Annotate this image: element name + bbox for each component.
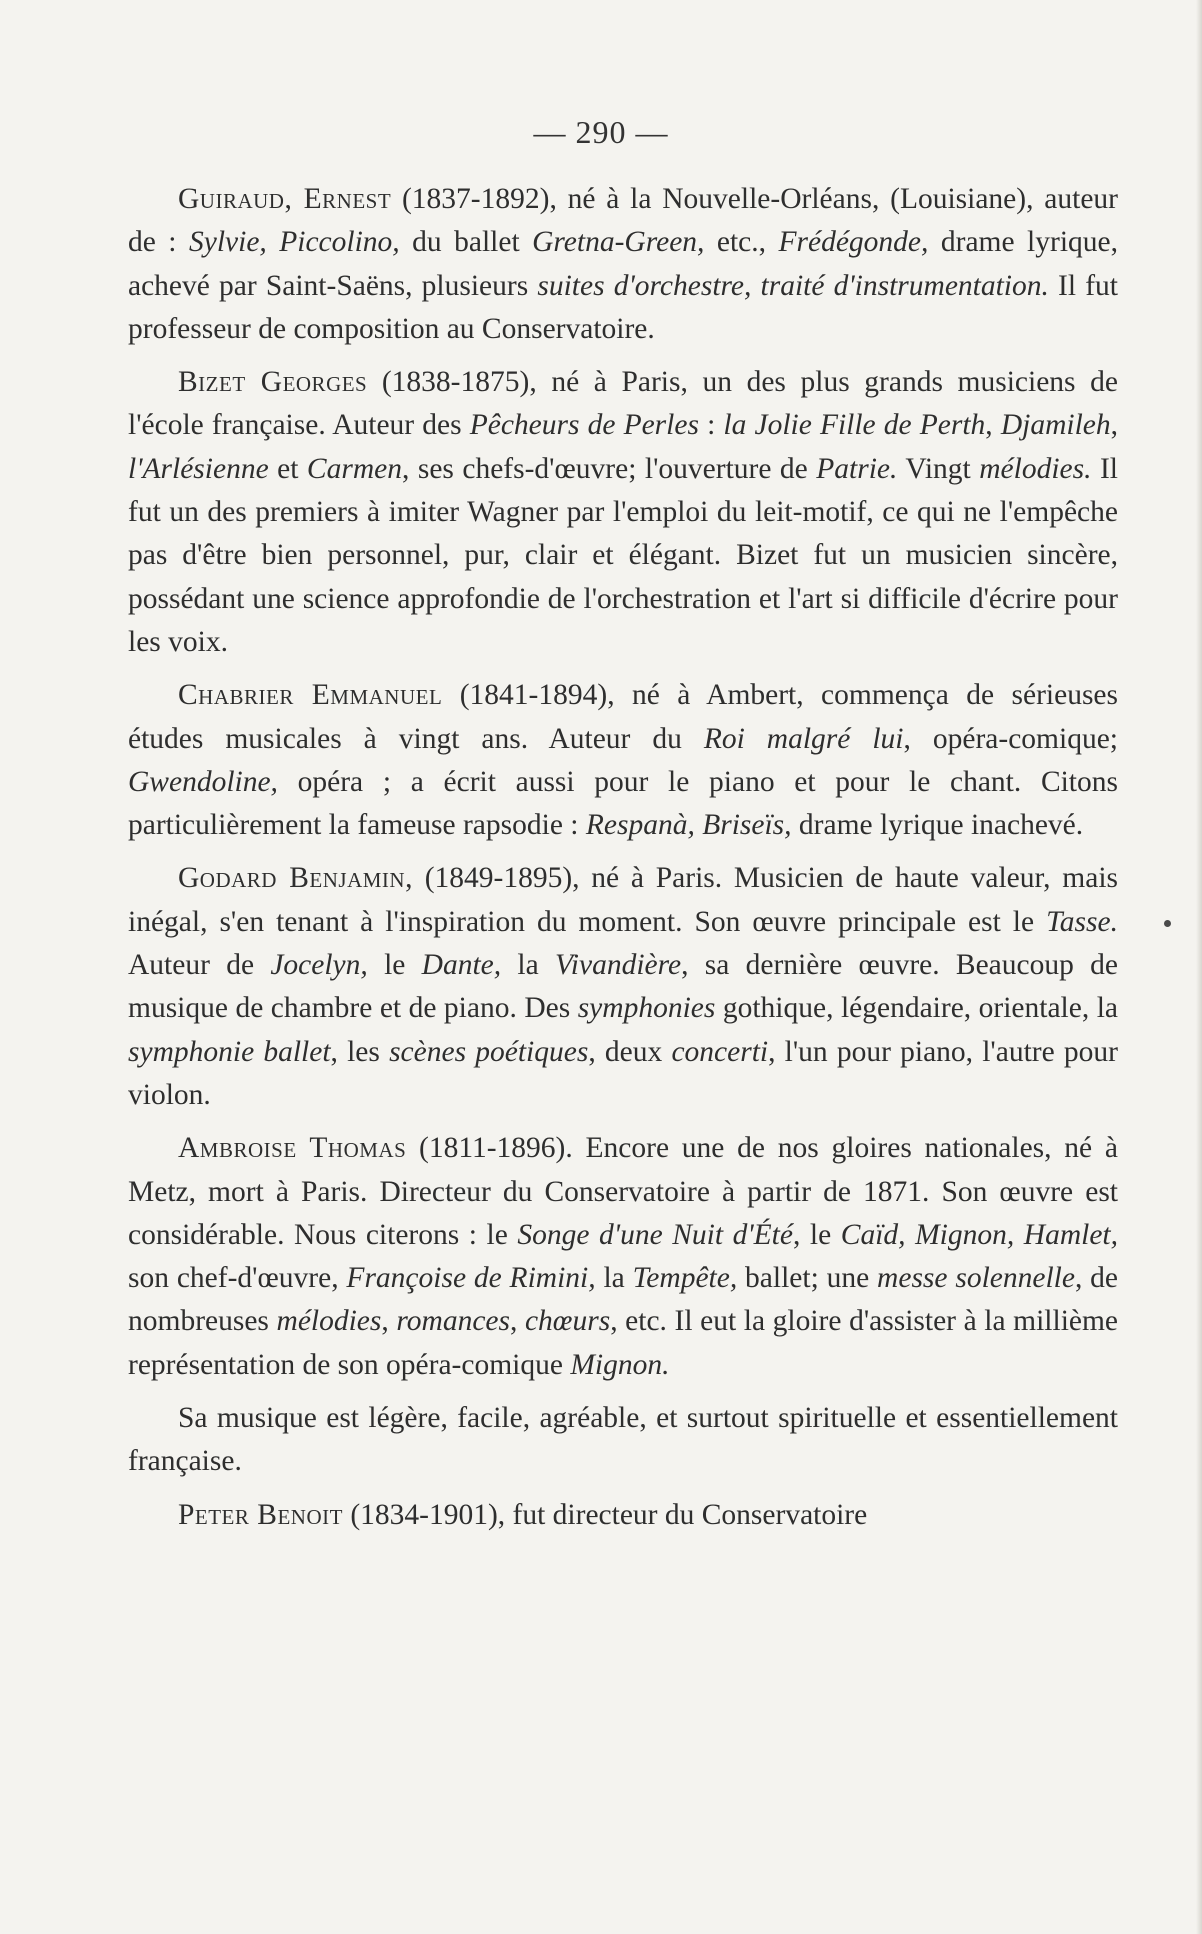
entry-text: , l'un pour piano, l'autre pour violon.	[128, 1035, 1118, 1111]
margin-dot	[1164, 920, 1171, 927]
work-title: mélodies	[276, 1305, 382, 1338]
entry-text: (1834-1901), fut directeur du Conservatoire	[342, 1498, 868, 1531]
work-title: mélodies.	[979, 452, 1092, 485]
work-title: Caïd, Mignon, Hamlet,	[840, 1218, 1118, 1251]
entry-text: drame lyrique, achevé par Saint-Saëns, plusieurs	[128, 226, 1118, 302]
work-title: Sylvie, Piccolino,	[188, 226, 400, 259]
entry-name: Peter Benoit	[178, 1498, 343, 1531]
entry-paragraph	[128, 674, 1118, 847]
entry-text: Auteur de	[128, 949, 271, 982]
entry-name: Guiraud, Ernest	[178, 183, 392, 215]
work-title: romances	[396, 1305, 510, 1338]
work-title: Patrie.	[816, 452, 898, 485]
entry-text: (1837-1892), né à la Nouvelle-Orléans, (Louisiane), auteur de :	[128, 183, 1118, 259]
entry-text: Vingt	[897, 452, 980, 485]
entry-text: ,	[381, 1305, 397, 1338]
entry-text: Il fut professeur de composition au Conservatoire.	[128, 269, 1118, 345]
entry-text: la	[501, 949, 555, 982]
work-title: l'Arlésienne	[128, 452, 269, 485]
page-number: — 290 —	[533, 114, 669, 150]
work-title: Roi malgré lui	[703, 722, 904, 755]
entry-text: , deux	[588, 1035, 672, 1068]
work-title: Carmen	[306, 452, 402, 485]
body-text	[128, 178, 1118, 1547]
entry-text: Il fut un des premiers à imiter Wagner par l'emploi du leit-motif, ce qui ne l'empêche pas d'être bien personnel, pur, clair et élégant. Bizet fut un musicien sincère, possédant une science approfondie de l'orchestration et l'art si difficile d'écrire pour les voix.	[128, 452, 1118, 658]
work-title: concerti	[671, 1035, 769, 1068]
entry-text: , de nombreuses	[128, 1262, 1119, 1338]
entry-text: Sa musique est légère, facile, agréable, et surtout spirituelle et essentiellement française.	[128, 1402, 1118, 1478]
work-title: symphonies	[577, 992, 716, 1025]
entry-text: :	[698, 409, 724, 442]
entry-paragraph	[128, 1127, 1118, 1387]
entry-name: Bizet Georges	[178, 366, 368, 399]
entry-text: le	[367, 949, 422, 982]
work-title: Mignon.	[570, 1348, 670, 1381]
work-title: Songe d'une Nuit d'Été	[517, 1218, 793, 1251]
entry-text: drame lyrique inachevé.	[791, 809, 1084, 842]
entry-text: (1811-1896). Encore une de nos gloires nationales, né à Metz, mort à Paris. Directeur du Conservatoire à partir de 1871. Son œuvre est considérable. Nous citerons : le	[128, 1132, 1118, 1251]
entry-text: (1841-1894), né à Ambert, commença de sérieuses études musicales à vingt ans. Auteur du	[128, 679, 1118, 755]
work-title: Gwendoline,	[128, 765, 278, 798]
work-title: scènes poétiques	[389, 1035, 589, 1068]
work-title: Tasse.	[1046, 905, 1118, 938]
entry-text: ,	[985, 409, 1001, 442]
work-title: Respanà, Briseïs,	[585, 809, 792, 842]
entry-text: (1838-1875), né à Paris, un des plus grands musiciens de l'école française. Auteur des	[128, 366, 1118, 442]
entry-text: etc.,	[704, 226, 779, 259]
entry-text: opéra ; a écrit aussi pour le piano et pour le chant. Citons particulièrement la fameuse rapsodie :	[128, 765, 1118, 842]
entry-name: Godard Benjamin,	[178, 862, 413, 895]
entry-text: , opéra-comique;	[903, 722, 1118, 755]
work-title: Françoise de Rimini,	[346, 1262, 596, 1295]
entry-paragraph	[128, 178, 1118, 351]
entry-name: Ambroise Thomas	[178, 1132, 407, 1165]
entry-text: du ballet	[399, 226, 533, 259]
work-title: symphonie ballet	[128, 1035, 331, 1068]
work-title: Pêcheurs de Perles	[469, 409, 699, 442]
work-title: suites d'orchestre, traité d'instrumentation.	[537, 269, 1049, 302]
work-title: Gretna-Green,	[532, 226, 705, 259]
entry-text: , le	[792, 1218, 841, 1251]
entry-paragraph	[128, 361, 1118, 664]
entry-text: ,	[509, 1305, 525, 1338]
work-title: Frédégonde,	[778, 226, 929, 259]
work-title: la Jolie Fille de Perth	[723, 409, 986, 442]
work-title: messe solennelle	[877, 1262, 1075, 1295]
entry-paragraph	[128, 1494, 1118, 1537]
work-title: Djamileh	[1000, 409, 1111, 442]
work-title: Vivandière	[554, 949, 682, 982]
entry-text: , les	[330, 1035, 390, 1068]
entry-text: (1849-1895), né à Paris. Musicien de haute valeur, mais inégal, s'en tenant à l'inspiration du moment. Son œuvre principale est le	[128, 862, 1119, 938]
entry-paragraph	[128, 1397, 1118, 1484]
entry-text: son chef-d'œuvre,	[128, 1262, 347, 1295]
entry-text: , sa dernière œuvre. Beaucoup de musique de chambre et de piano. Des	[128, 949, 1118, 1025]
work-title: Dante,	[421, 949, 502, 982]
entry-text: , etc. Il eut la gloire d'assister à la millième représentation de son opéra-comique	[128, 1305, 1119, 1381]
entry-name: Chabrier Emmanuel	[178, 679, 443, 712]
entry-text: ,	[1110, 409, 1118, 442]
work-title: Tempête,	[632, 1262, 738, 1295]
entry-text: , ses chefs-d'œuvre; l'ouverture de	[401, 452, 817, 485]
entry-paragraph	[128, 857, 1118, 1117]
work-title: Jocelyn,	[270, 949, 368, 982]
entry-text: la	[595, 1262, 633, 1295]
page-edge	[1196, 0, 1202, 1934]
work-title: chœurs	[524, 1305, 611, 1338]
entry-text: gothique, légendaire, orientale, la	[715, 992, 1118, 1025]
entry-text: ballet; une	[737, 1262, 878, 1295]
entry-text: et	[268, 452, 307, 485]
